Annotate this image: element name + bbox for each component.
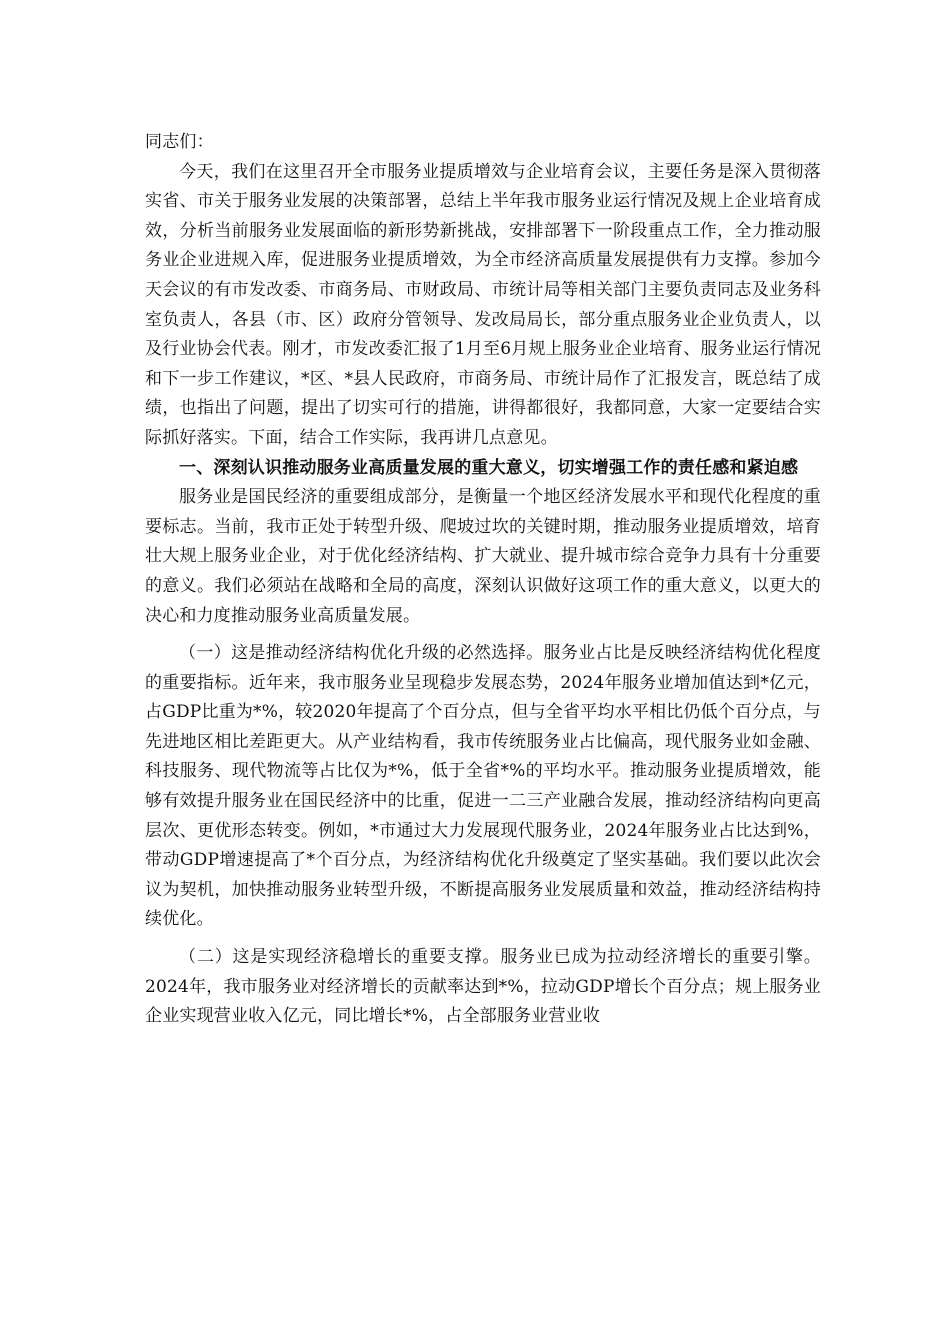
section-heading-1: 一、深刻认识推动服务业高质量发展的重大意义，切实增强工作的责任感和紧迫感 — [179, 457, 799, 478]
paragraph-significance: 服务业是国民经济的重要组成部分，是衡量一个地区经济发展水平和现代化程度的重要标志。当前，我市正处于转型升级、爬坡过坎的关键时期，推动服务业提质增效，培育壮大规上服务业企业，对于优化经济结构、扩大就业、提升城市综合竞争力具有十分重要的意义。我们必须站在战略和全局的高度，深刻认识做好这项工作的重大意义，以更大的决心和力度推动服务业高质量发展。 — [145, 487, 821, 626]
paragraph-point-2: （二）这是实现经济稳增长的重要支撑。服务业已成为拉动经济增长的重要引擎。2024年，我市服务业对经济增长的贡献率达到*%，拉动GDP增长个百分点；规上服务业企业实现营业收入亿元，同比增长*%，占全部服务业营业收 — [145, 947, 821, 1027]
document-body — [145, 128, 821, 1032]
salutation: 同志们： — [145, 132, 214, 152]
paragraph-point-1: （一）这是推动经济结构优化升级的必然选择。服务业占比是反映经济结构优化程度的重要指标。近年来，我市服务业呈现稳步发展态势，2024年服务业增加值达到*亿元，占GDP比重为*%，较2020年提高了个百分点，但与全省平均水平相比仍低个百分点，与先进地区相比差距更大。从产业结构看，我市传统服务业占比偏高，现代服务业如金融、科技服务、现代物流等占比仅为*%，低于全省*%的平均水平。推动服务业提质增效，能够有效提升服务业在国民经济中的比重，促进一二三产业融合发展，推动经济结构向更高层次、更优形态转变。例如，*市通过大力发展现代服务业，2024年服务业占比达到%，带动GDP增速提高了*个百分点，为经济结构优化升级奠定了坚实基础。我们要以此次会议为契机，加快推动服务业转型升级，不断提高服务业发展质量和效益，推动经济结构持续优化。 — [145, 643, 821, 930]
paragraph-opening: 今天，我们在这里召开全市服务业提质增效与企业培育会议，主要任务是深入贯彻落实省、市关于服务业发展的决策部署，总结上半年我市服务业运行情况及规上企业培育成效，分析当前服务业发展面临的新形势新挑战，安排部署下一阶段重点工作，全力推动服务业企业进规入库，促进服务业提质增效，为全市经济高质量发展提供有力支撑。参加今天会议的有市发改委、市商务局、市财政局、市统计局等相关部门主要负责同志及业务科室负责人，各县（市、区）政府分管领导、发改局局长，部分重点服务业企业负责人，以及行业协会代表。刚才，市发改委汇报了1月至6月规上服务业企业培育、服务业运行情况和下一步工作建议，*区、*县人民政府，市商务局、市统计局作了汇报发言，既总结了成绩，也指出了问题，提出了切实可行的措施，讲得都很好，我都同意，大家一定要结合实际抓好落实。下面，结合工作实际，我再讲几点意见。 — [145, 161, 821, 448]
